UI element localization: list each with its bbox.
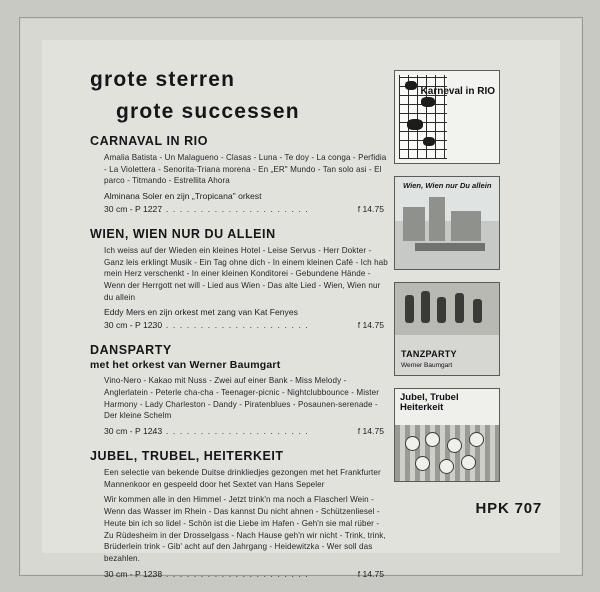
cover-title: Jubel, Trubel Heiterkeit: [400, 392, 459, 414]
release-listing: [90, 134, 390, 592]
release-title: JUBEL, TRUBEL, HEITERKEIT: [90, 449, 284, 463]
page-title-line-1: grote sterren: [90, 68, 236, 91]
cover-subtitle: Werner Baumgart: [401, 362, 453, 370]
release-entry: [90, 343, 390, 438]
cover-building: [451, 211, 481, 241]
release-price-line: [90, 320, 390, 332]
cover-figure-head: [447, 438, 462, 453]
cover-title: Wien, Wien nur Du allein: [403, 181, 492, 190]
cover-title: Karneval in RIO: [420, 86, 495, 97]
cover-building: [403, 207, 425, 241]
cover-figure-head: [405, 436, 420, 451]
decorative-blot: [423, 137, 435, 146]
cover-figure: [455, 293, 464, 323]
album-cover-jubel-trubel-heiterkeit: [394, 388, 500, 482]
cover-figure: [437, 297, 446, 323]
cover-figure: [473, 299, 482, 323]
album-cover-carnaval-in-rio: [394, 70, 500, 164]
release-tracklist: Ich weiss auf der Wieden ein kleines Hotel - Leise Servus - Herr Dokter - Ganz leis erklingt Musik - Ein Tag ohne dich - In einem kleinen Café - Ich hab mein Herz verschenkt - In einer kleinen Konditorei - Gebundene Hände - Wenn der Herrgott net will - Lied aus Wien - Das alte Lied - Wien, Wien nur du allein: [104, 245, 388, 302]
cover-figure: [405, 295, 414, 323]
release-format: 30 cm - P 1230: [104, 320, 163, 331]
decorative-blot: [421, 97, 435, 107]
release-entry: [90, 449, 390, 581]
cover-figure-head: [469, 432, 484, 447]
leader-dots: . . . . . . . . . . . . . . . . . . . . . . . .: [145, 203, 309, 214]
release-title: DANSPARTY: [90, 343, 172, 358]
album-cover-dansparty: [394, 282, 500, 376]
release-intro: Een selectie van bekende Duitse drinkliedjes gezongen met het Frankfurter Mannenkoor en gespeeld door het Sextet van Hans Sepeler: [104, 468, 381, 489]
page-title-line-2: grote successen: [116, 100, 300, 123]
cover-thumbnails: [394, 70, 504, 494]
release-price-line: [90, 426, 390, 438]
cover-figure-head: [461, 455, 476, 470]
release-format: 30 cm - P 1243: [104, 426, 163, 436]
page-title: [90, 68, 420, 124]
record-sleeve-back: [19, 17, 583, 579]
decorative-blot: [407, 119, 423, 130]
cover-figure: [421, 291, 430, 323]
cover-building: [429, 197, 445, 241]
release-price: f 14.75: [357, 568, 384, 579]
cover-title: TANZPARTY: [401, 348, 457, 359]
decorative-blot: [405, 81, 417, 90]
catalogue-number: HPK 707: [475, 500, 542, 517]
release-entry: [90, 134, 390, 216]
release-format: 30 cm - P 1238: [104, 568, 163, 579]
release-tracklist: Wir kommen alle in den Himmel - Jetzt trink'n ma noch a Flascherl Wein - Wenn das Wasser im Rhein - Das kannst Du nicht ahnen - Schützenliesel - Heute bin ich so lidel - Schön ist die Liebe im Hafen - Geh'n sie mal rüber - Zu Rüdesheim in der Drosselgass - Nach Hause geh'n wir nicht - Trink, trink, Brüderlein trink - Gib' acht auf den Jahrgang - Heidewitzka - Wer soll das bezahlen.: [104, 495, 386, 564]
release-price: f 14.75: [357, 320, 384, 331]
release-subtitle: met het orkest van Werner Baumgart: [90, 359, 281, 372]
cover-figure-head: [439, 459, 454, 474]
sleeve-inner-panel: [42, 40, 560, 579]
release-entry: [90, 227, 390, 332]
release-tracklist: Amalia Batista - Un Malagueno - Clasas - Luna - Te doy - La conga - Perfidia - La Violettera - Senorita-Triana morena - En „ER" Mundo - Tan solo asi - El parco - Titmando - Estrellita Ahora: [104, 153, 387, 186]
release-tracklist: Vino-Nero - Kakao mit Nuss - Zwei auf einer Bank - Miss Melody - Anglerlatein - Peterle cha-cha - Teenager-picnic - Nightclubbounce - Mister Harmony - Lady Charleston - Dandy - Piratenblues - Posaunen-serenade - Der kleine Schelm: [104, 376, 380, 421]
cover-figure-head: [425, 432, 440, 447]
release-price-line: [90, 569, 390, 581]
leader-dots: . . . . . . . . . . . . . . . . . . . . . . . .: [145, 568, 309, 579]
release-credit: Alminana Soler en zijn „Tropicana" orkest: [104, 191, 262, 202]
leader-dots: . . . . . . . . . . . . . . . . . . . . . . . .: [145, 426, 309, 436]
cover-street: [415, 243, 485, 251]
release-price: f 14.75: [357, 203, 384, 214]
release-credit: Eddy Mers en zijn orkest met zang van Kat Fenyes: [104, 307, 298, 318]
release-title: CARNAVAL IN RIO: [90, 134, 208, 148]
release-price: f 14.75: [357, 426, 384, 436]
album-cover-wien-wien-nur-du-allein: [394, 176, 500, 270]
cover-figure-head: [415, 456, 430, 471]
release-price-line: [90, 204, 390, 216]
release-format: 30 cm - P 1227: [104, 203, 163, 214]
leader-dots: . . . . . . . . . . . . . . . . . . . . . . . .: [145, 320, 309, 331]
release-title: WIEN, WIEN NUR DU ALLEIN: [90, 226, 276, 241]
